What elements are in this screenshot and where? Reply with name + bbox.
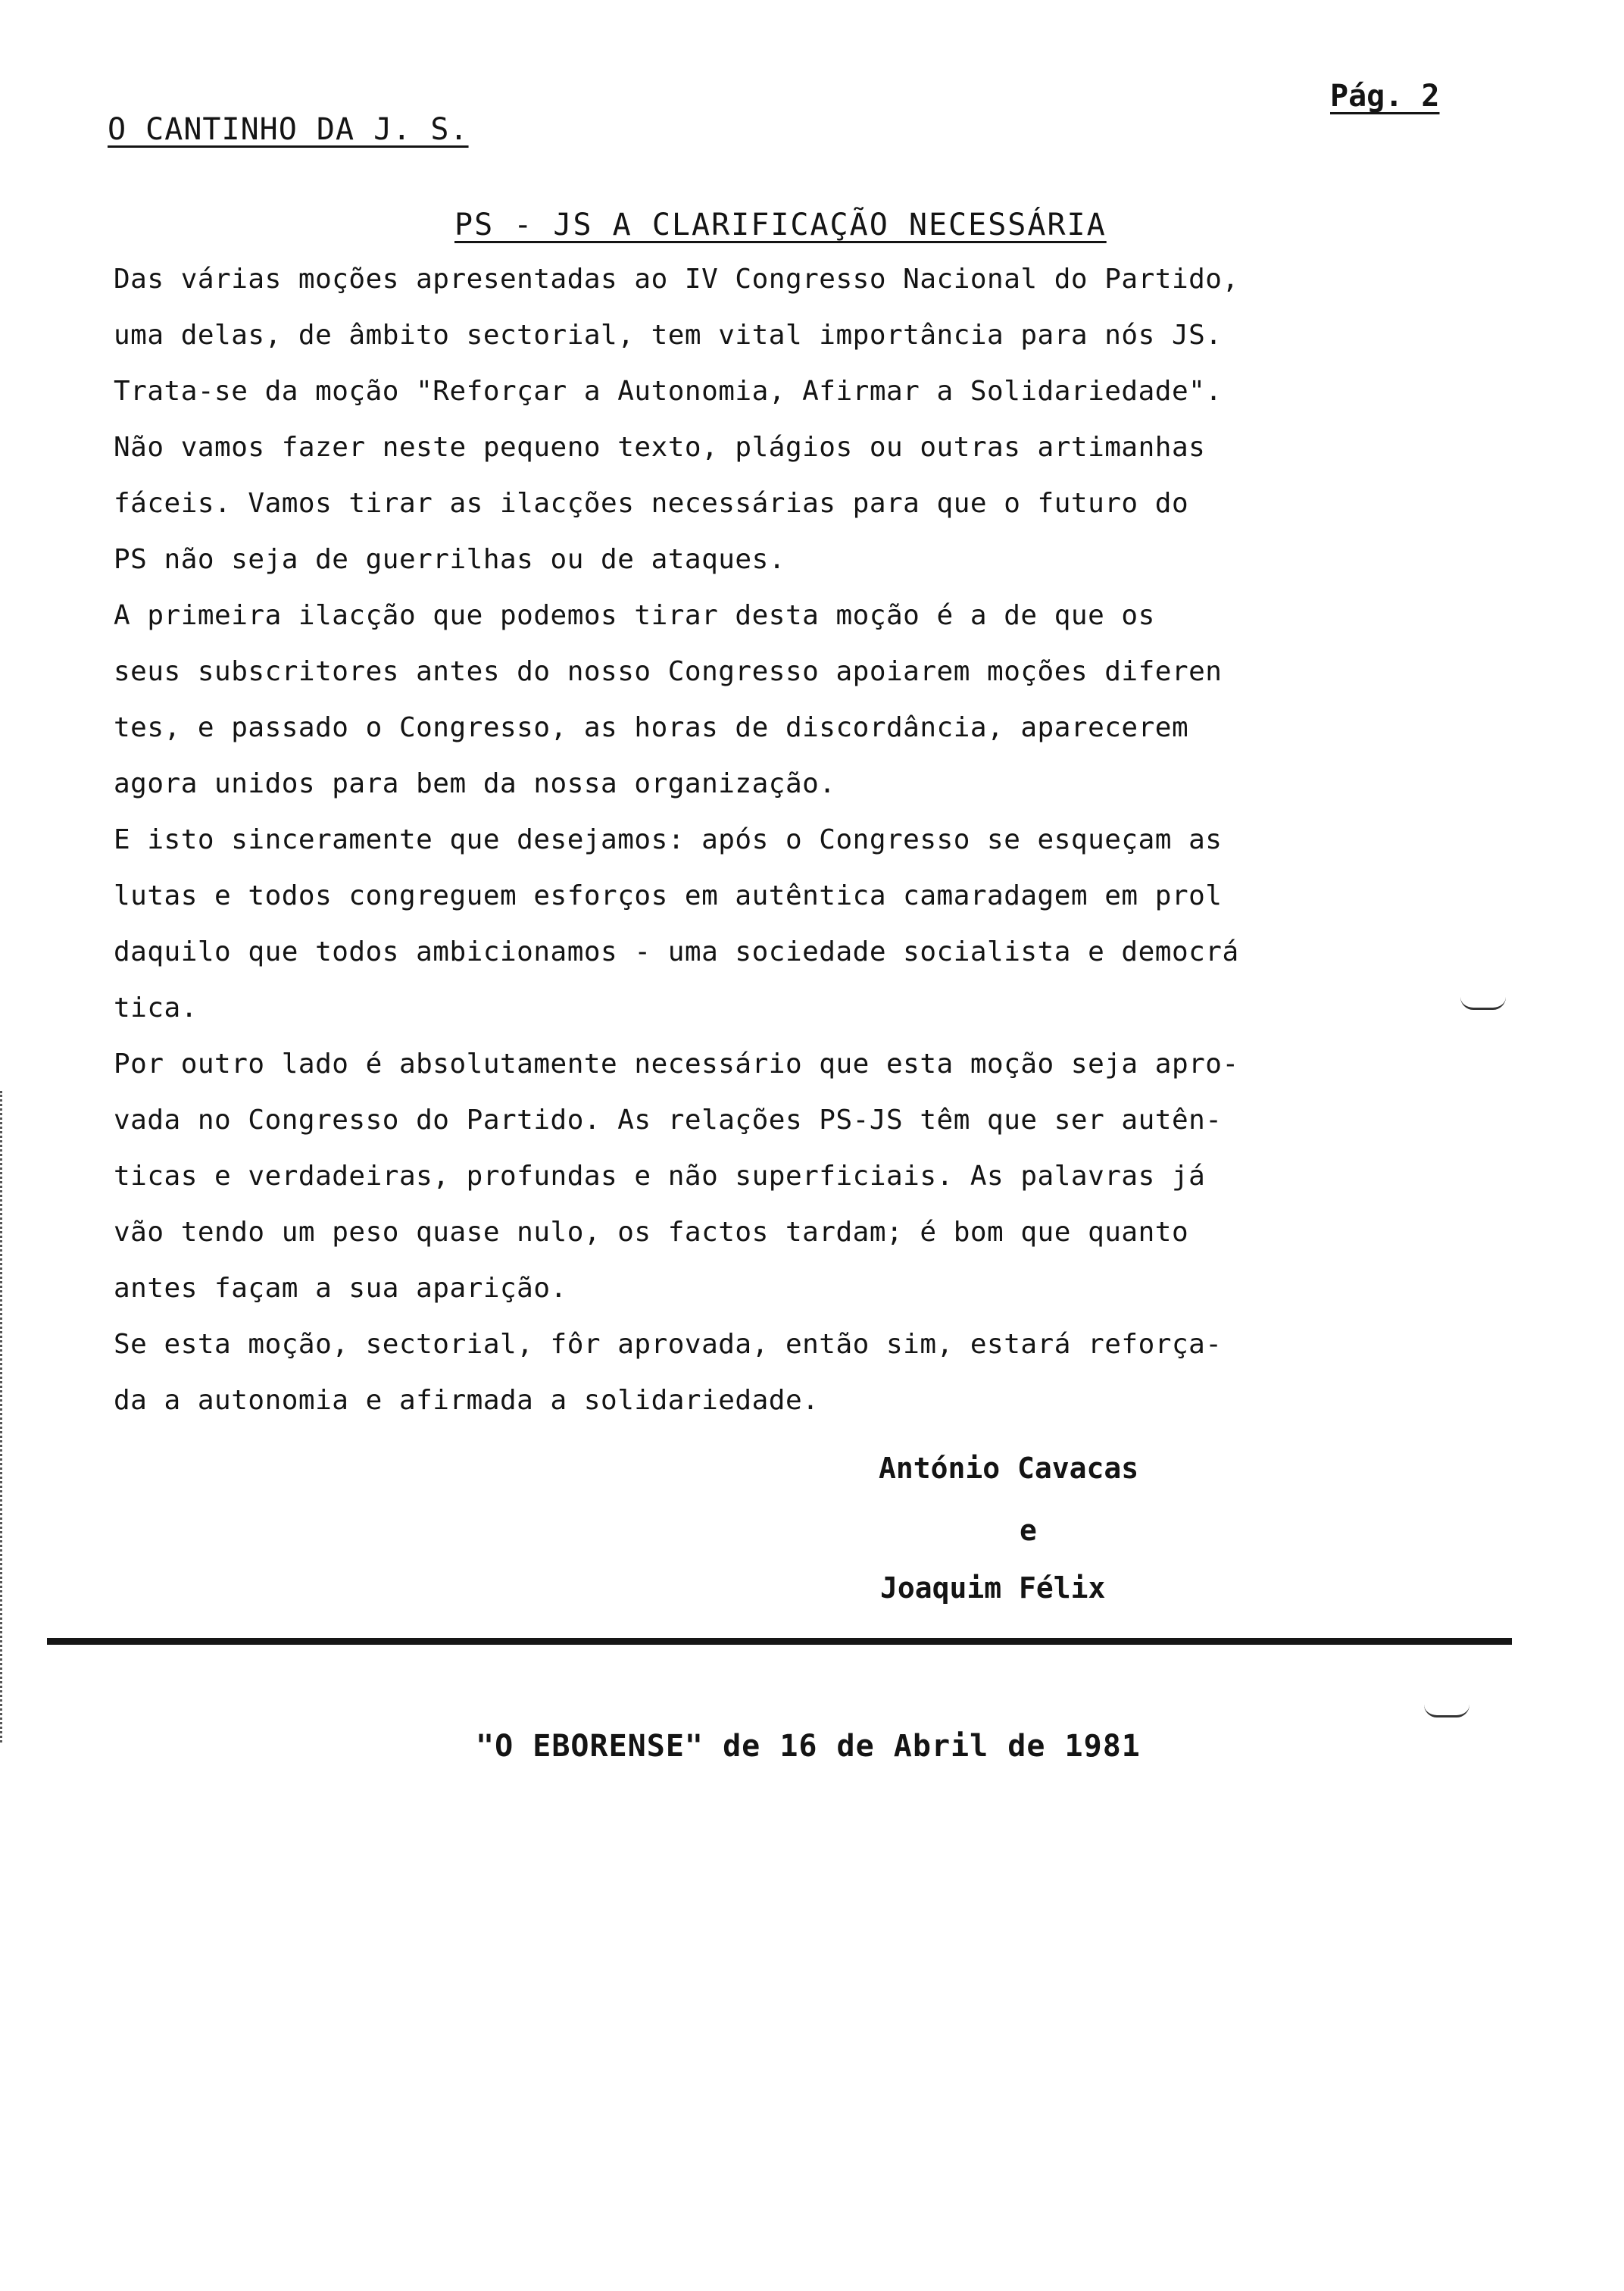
divider-rule	[47, 1638, 1512, 1645]
article-line: vão tendo um peso quase nulo, os factos tardam; é bom que quanto	[114, 1217, 1189, 1248]
author-name-1: António Cavacas	[879, 1452, 1139, 1485]
page-edge-marks	[0, 1091, 8, 1742]
source-citation: "O EBORENSE" de 16 de Abril de 1981	[476, 1729, 1141, 1764]
section-header: O CANTINHO DA J. S.	[108, 112, 469, 147]
article-line: tes, e passado o Congresso, as horas de discordância, aparecerem	[114, 712, 1189, 743]
page-number: Pág. 2	[1330, 79, 1440, 114]
article-line: Não vamos fazer neste pequeno texto, plágios ou outras artimanhas	[114, 432, 1206, 463]
author-name-2: Joaquim Félix	[880, 1571, 1106, 1605]
article-line: tica.	[114, 992, 198, 1024]
article-line: da a autonomia e afirmada a solidariedade.	[114, 1385, 820, 1416]
article-line: seus subscritores antes do nosso Congresso apoiarem moções diferen	[114, 656, 1223, 687]
article-line: daquilo que todos ambicionamos - uma sociedade socialista e democrá	[114, 936, 1239, 967]
article-line: antes façam a sua aparição.	[114, 1273, 567, 1304]
article-line: vada no Congresso do Partido. As relações PS-JS têm que ser autên-	[114, 1105, 1223, 1136]
pen-mark	[1460, 997, 1506, 1010]
article-line: A primeira ilacção que podemos tirar desta moção é a de que os	[114, 600, 1155, 631]
article-title: PS - JS A CLARIFICAÇÃO NECESSÁRIA	[454, 208, 1107, 242]
article-body	[114, 252, 1507, 1429]
signature-conjunction: e	[1020, 1514, 1037, 1547]
article-line: uma delas, de âmbito sectorial, tem vital importância para nós JS.	[114, 320, 1223, 351]
article-line: Por outro lado é absolutamente necessário que esta moção seja apro-	[114, 1049, 1239, 1080]
article-line: agora unidos para bem da nossa organização.	[114, 768, 836, 799]
article-line: Se esta moção, sectorial, fôr aprovada, então sim, estará reforça-	[114, 1329, 1223, 1360]
article-line: ticas e verdadeiras, profundas e não superficiais. As palavras já	[114, 1161, 1206, 1192]
pen-mark	[1424, 1705, 1469, 1717]
article-line: E isto sinceramente que desejamos: após o Congresso se esqueçam as	[114, 824, 1223, 855]
article-line: fáceis. Vamos tirar as ilacções necessárias para que o futuro do	[114, 488, 1189, 519]
article-line: Trata-se da moção "Reforçar a Autonomia, Afirmar a Solidariedade".	[114, 376, 1223, 407]
article-line: Das várias moções apresentadas ao IV Congresso Nacional do Partido,	[114, 264, 1239, 295]
article-line: PS não seja de guerrilhas ou de ataques.	[114, 544, 785, 575]
article-line: lutas e todos congreguem esforços em autêntica camaradagem em prol	[114, 880, 1223, 911]
